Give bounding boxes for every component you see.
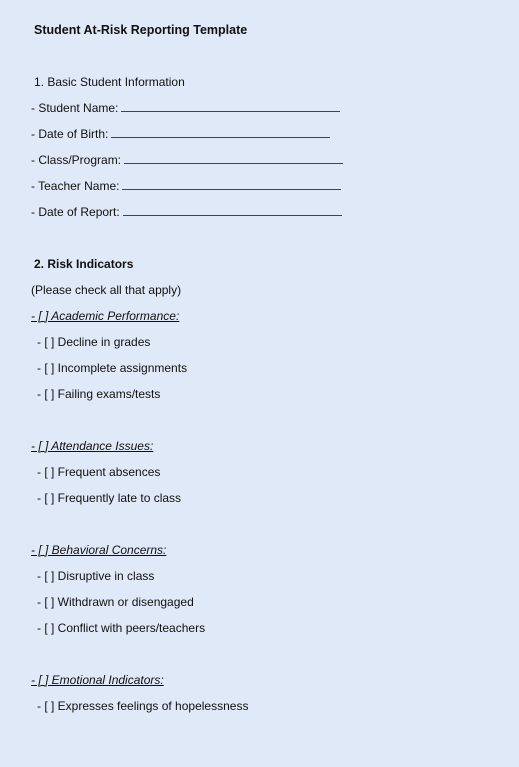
failing-exams-checkbox[interactable]: - [ ] Failing exams/tests [37,387,161,401]
attendance-issues-checkbox[interactable]: - [ ] Attendance Issues: [31,439,154,453]
hopelessness-checkbox[interactable]: - [ ] Expresses feelings of hopelessness [37,699,249,713]
date-of-report-blank[interactable] [123,204,342,216]
frequently-late-checkbox[interactable]: - [ ] Frequently late to class [37,491,182,505]
section-basic-info-heading: 1. Basic Student Information [34,75,185,89]
document-title: Student At-Risk Reporting Template [34,23,248,37]
student-name-label: - Student Name: [31,101,119,115]
incomplete-assignments-checkbox[interactable]: - [ ] Incomplete assignments [37,361,188,375]
check-all-note: (Please check all that apply) [31,283,182,297]
disruptive-in-class-checkbox[interactable]: - [ ] Disruptive in class [37,569,155,583]
frequent-absences-checkbox[interactable]: - [ ] Frequent absences [37,465,161,479]
conflict-with-peers-checkbox[interactable]: - [ ] Conflict with peers/teachers [37,621,206,635]
date-of-birth-blank[interactable] [111,126,330,138]
date-of-birth-field [31,126,330,142]
class-program-field [31,152,343,168]
student-name-blank[interactable] [121,100,340,112]
date-of-report-label: - Date of Report: [31,205,120,219]
emotional-indicators-checkbox[interactable]: - [ ] Emotional Indicators: [31,673,164,687]
date-of-report-field [31,204,342,220]
date-of-birth-label: - Date of Birth: [31,127,109,141]
student-name-field [31,100,340,116]
teacher-name-field [31,178,341,194]
class-program-blank[interactable] [124,152,343,164]
section-risk-indicators-heading: 2. Risk Indicators [34,257,134,271]
teacher-name-blank[interactable] [122,178,341,190]
withdrawn-checkbox[interactable]: - [ ] Withdrawn or disengaged [37,595,194,609]
teacher-name-label: - Teacher Name: [31,179,120,193]
decline-in-grades-checkbox[interactable]: - [ ] Decline in grades [37,335,151,349]
academic-performance-checkbox[interactable]: - [ ] Academic Performance: [31,309,180,323]
behavioral-concerns-checkbox[interactable]: - [ ] Behavioral Concerns: [31,543,167,557]
class-program-label: - Class/Program: [31,153,122,167]
